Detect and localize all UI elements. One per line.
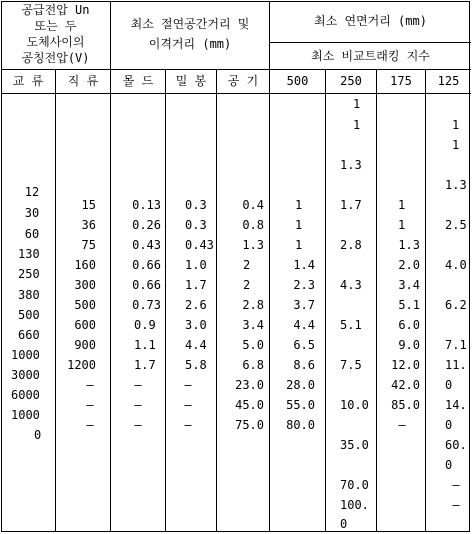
creepage-125-value: 0 [445, 458, 453, 472]
ac-value: 6000 [11, 388, 40, 402]
air-value: 0.4 [242, 198, 264, 212]
creepage-250-value: 70.0 [340, 478, 369, 492]
sealed-value: – [184, 398, 192, 412]
dc-value: 300 [74, 278, 96, 292]
creepage-175-value: – [398, 418, 406, 432]
air-value: 45.0 [235, 398, 264, 412]
creepage-175-value: 2.0 [398, 258, 420, 272]
ac-value: 3000 [11, 368, 40, 382]
air-value: 3.4 [242, 318, 264, 332]
sealed-value: 0.3 [185, 218, 207, 232]
creepage-175-value: 1 [398, 198, 406, 212]
creepage-250-value: 1.3 [340, 158, 362, 172]
creepage-125-value: 1 [452, 138, 460, 152]
rule-subhead-bottom [1, 93, 471, 94]
sealed-value: 0.43 [185, 238, 214, 252]
creepage-175-value: 3.4 [398, 278, 420, 292]
creepage-250-value: 1.7 [340, 198, 362, 212]
ac-value: 250 [18, 267, 40, 281]
creepage-125-value: 0 [445, 378, 453, 392]
mold-value: – [134, 378, 142, 392]
subhead-sealed: 밀 봉 [175, 74, 207, 88]
creepage-500-value: 8.6 [293, 358, 315, 372]
rule-tracking-top [269, 42, 471, 43]
ac-value: 1000 [11, 408, 40, 422]
mold-value: 0.43 [132, 238, 161, 252]
creepage-125-value: 60. [445, 438, 467, 452]
mold-value: 1.7 [134, 358, 156, 372]
creepage-250-value: 100. [340, 498, 369, 512]
sealed-value: 1.7 [185, 278, 207, 292]
mold-value: 0.66 [132, 258, 161, 272]
air-value: 5.0 [242, 338, 264, 352]
voltage-title-line: 또는 두 [34, 19, 77, 33]
subhead-175: 175 [390, 74, 412, 88]
mold-value: – [134, 418, 142, 432]
voltage-title-line: 도체사이의 [26, 35, 85, 49]
sealed-value: 3.0 [185, 318, 207, 332]
creepage-175-value: 1.3 [398, 238, 420, 252]
creepage-125-value: 1 [452, 118, 460, 132]
air-value: 0.8 [242, 218, 264, 232]
sealed-value: 2.6 [185, 298, 207, 312]
creepage-250-value: 35.0 [340, 438, 369, 452]
col-sep [165, 69, 166, 532]
dc-value: – [86, 398, 94, 412]
creepage-500-value: 1 [295, 198, 303, 212]
subhead-125: 125 [437, 74, 460, 88]
dc-value: 600 [74, 318, 96, 332]
air-value: 2.8 [242, 298, 264, 312]
creepage-250-value: 0 [340, 517, 348, 531]
dc-value: 160 [74, 258, 96, 272]
creepage-250-value: 1 [353, 97, 361, 111]
sealed-value: 1.0 [185, 258, 207, 272]
dc-value: – [86, 378, 94, 392]
sealed-value: – [184, 378, 192, 392]
creepage-500-value: 6.5 [293, 338, 315, 352]
clearance-title-line: 이격거리 (mm) [148, 37, 232, 51]
creepage-175-value: 1 [398, 218, 406, 232]
mold-value: 0.9 [134, 318, 156, 332]
creepage-125-value: 1.3 [445, 178, 467, 192]
creepage-500-value: 80.0 [286, 418, 315, 432]
col-sep [425, 69, 426, 532]
ac-value: 30 [24, 206, 40, 220]
creepage-125-value: 2.5 [445, 218, 467, 232]
air-value: 1.3 [242, 238, 264, 252]
creepage-175-value: 42.0 [391, 378, 420, 392]
voltage-title-line: 공급전압 Un [21, 3, 90, 17]
clearance-title-line: 최소 절연공간거리 및 [130, 17, 250, 31]
col-sep [325, 69, 326, 532]
ac-value: 1000 [11, 348, 40, 362]
creepage-250-value: 2.8 [340, 238, 362, 252]
mold-value: 0.13 [132, 198, 161, 212]
creepage-500-value: 1 [295, 238, 303, 252]
ac-value: 500 [18, 308, 40, 322]
dc-value: 36 [81, 218, 96, 232]
subhead-dc: 직 류 [67, 74, 99, 88]
subhead-ac: 교 류 [12, 74, 44, 88]
mold-value: 1.1 [134, 338, 156, 352]
creepage-175-value: 85.0 [391, 398, 420, 412]
mold-value: 0.66 [132, 278, 161, 292]
dc-value: 900 [74, 338, 96, 352]
tracking-title: 최소 비교트래킹 지수 [311, 49, 430, 63]
creepage-125-value: 14. [445, 398, 467, 412]
clearance-title [111, 14, 269, 54]
rule-subhead-top [1, 69, 471, 70]
sealed-value: 0.3 [185, 198, 207, 212]
creepage-500-value: 1 [295, 218, 303, 232]
mold-value: – [134, 398, 142, 412]
creepage-500-value: 2.3 [293, 278, 315, 292]
creepage-125-value: 0 [445, 418, 453, 432]
subhead-500: 500 [286, 74, 309, 88]
voltage-title-line: 공칭전압(V) [21, 51, 90, 65]
creepage-175-value: 12.0 [391, 358, 420, 372]
creepage-175-value: 6.0 [398, 318, 420, 332]
sealed-value: – [184, 418, 192, 432]
air-value: 75.0 [235, 418, 264, 432]
voltage-title [1, 2, 110, 66]
creepage-500-value: 3.7 [293, 298, 315, 312]
creepage-250-value: 4.3 [340, 278, 362, 292]
creepage-175-value: 5.1 [398, 298, 420, 312]
dc-value: 75 [81, 238, 96, 252]
creepage-500-value: 4.4 [293, 318, 315, 332]
air-value: 6.8 [242, 358, 264, 372]
creepage-250-value: 1 [353, 118, 361, 132]
creepage-500-value: 28.0 [286, 378, 315, 392]
creepage-125-value: 7.1 [445, 338, 467, 352]
dc-value: – [86, 418, 94, 432]
creepage-125-value: – [452, 498, 460, 512]
creepage-250-value: 10.0 [340, 398, 369, 412]
mold-value: 0.73 [132, 298, 161, 312]
sealed-value: 5.8 [185, 358, 207, 372]
ac-value: 380 [18, 288, 40, 302]
air-value: 2 [243, 258, 251, 272]
creepage-175-value: 9.0 [398, 338, 420, 352]
creepage-250-value: 7.5 [340, 358, 362, 372]
mold-value: 0.26 [132, 218, 161, 232]
creepage-250-value: 5.1 [340, 318, 362, 332]
creepage-500-value: 55.0 [286, 398, 315, 412]
ac-value: 60 [24, 227, 40, 241]
air-value: 2 [243, 278, 251, 292]
subhead-250: 250 [340, 74, 362, 88]
ac-value: 12 [24, 185, 40, 199]
creepage-125-value: 11. [445, 358, 467, 372]
subhead-mold: 몰 드 [122, 74, 154, 88]
air-value: 23.0 [235, 378, 264, 392]
dc-value: 1200 [67, 358, 96, 372]
ac-value: 0 [34, 428, 42, 442]
dc-value: 500 [74, 298, 96, 312]
creepage-title: 최소 연면거리 (mm) [314, 14, 427, 28]
ac-value: 660 [18, 328, 40, 342]
creepage-125-value: 4.0 [445, 258, 467, 272]
subhead-air: 공 기 [227, 74, 259, 88]
creepage-125-value: 6.2 [445, 298, 467, 312]
creepage-125-value: – [452, 478, 460, 492]
creepage-500-value: 1.4 [293, 258, 315, 272]
sealed-value: 4.4 [185, 338, 207, 352]
dc-value: 15 [81, 198, 96, 212]
ac-value: 130 [18, 247, 40, 261]
